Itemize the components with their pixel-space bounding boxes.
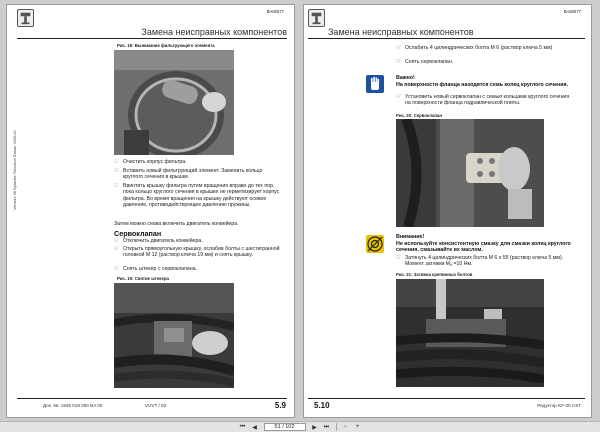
- hand-pointer-icon: ☞: [396, 255, 402, 261]
- header-title: Замена неисправных компонентов: [328, 27, 474, 37]
- figure-21-photo: [396, 279, 544, 387]
- list-item-text: Ввинтить крышку фильтра путем вращения вправо до тех пор, пока кольцо круглого сечения в крышке не герметизирует корпус фильтра. Во время вращения на крышку действуют осевое давление, противодействующее давлению пружины.: [123, 183, 280, 208]
- after-text: Затем можно снова включить двигатель конвейера.: [114, 221, 239, 227]
- header-title: Замена неисправных компонентов: [141, 27, 287, 37]
- doc-number: BA82577: [266, 9, 284, 14]
- figure-19-caption: Рис. 19: Снятие штекера: [117, 276, 169, 281]
- toolbar-divider: [336, 423, 337, 431]
- attention-text: Не используйте консистентную смазку для смазки колец круглого сечения, смазывайте их маслом.: [396, 241, 571, 254]
- list-item: [114, 159, 284, 165]
- zoom-in-button[interactable]: +: [355, 424, 360, 430]
- list-item: [114, 246, 284, 259]
- page-header: [37, 25, 287, 37]
- list-item-text: Открыть прямоугольную крышку, ослабив болты с шестигранной головкой M 12 (раствор ключа 19 мм) и снять крышку.: [123, 246, 280, 259]
- list-item-text: Очистить корпус фильтра.: [123, 159, 187, 165]
- header-rule: [308, 38, 585, 39]
- list-item-text: Вставить новый фильтрующий элемент. Заменить кольцо круглого сечения в крышке.: [123, 168, 263, 181]
- next-page-button[interactable]: ▶: [312, 424, 317, 431]
- figure-20-caption: Рис. 20: Сервоклапан: [396, 113, 442, 118]
- attention-title: Внимание!: [396, 234, 425, 240]
- hand-pointer-icon: ☞: [114, 183, 120, 189]
- hand-stop-icon: [366, 75, 384, 93]
- list-item: [396, 45, 576, 51]
- hand-pointer-icon: ☞: [114, 238, 120, 244]
- doc-number: BA82577: [563, 9, 581, 14]
- list-item-text: Установить новый сервоклапан с семью кольцами круглого сечения на поверхности фланца гидравлической плиты.: [405, 94, 570, 107]
- eickhoff-logo: [308, 9, 325, 27]
- footer-product: Редуктор KF-30 CST: [537, 403, 581, 408]
- hand-pointer-icon: ☞: [114, 168, 120, 174]
- important-text: На поверхности фланца находятся семь колец круглого сечения.: [396, 82, 569, 88]
- hand-pointer-icon: ☞: [396, 94, 402, 100]
- list-item: [114, 168, 284, 181]
- page-right: [303, 4, 592, 418]
- hand-pointer-icon: ☞: [114, 246, 120, 252]
- zoom-out-button[interactable]: −: [343, 424, 348, 430]
- list-item: [396, 59, 576, 65]
- last-page-button[interactable]: ⏭: [323, 423, 330, 430]
- page-number: 5.10: [314, 401, 330, 410]
- figure-18-photo: [114, 50, 234, 155]
- list-item: [114, 238, 284, 244]
- list-item: [396, 94, 576, 107]
- oil-drop-icon: [366, 235, 384, 253]
- first-page-button[interactable]: ⏮: [239, 423, 246, 430]
- hand-pointer-icon: ☞: [396, 59, 402, 65]
- footer-version: VUVT / 03: [145, 403, 167, 408]
- list-item: [396, 255, 576, 268]
- page-number-input[interactable]: 51 / 102: [264, 423, 306, 431]
- footer-rule: [308, 398, 585, 399]
- hand-pointer-icon: ☞: [114, 159, 120, 165]
- page-left: [6, 4, 295, 418]
- list-item-text: Снять штекер с сервоклапана.: [123, 266, 197, 272]
- important-title: Важно!: [396, 75, 415, 81]
- figure-21-caption: Рис. 21: Затяжка крепежных болтов: [396, 272, 473, 277]
- list-item: [114, 266, 284, 272]
- footer-doc-number: Док. №: 1949 019 000 BA 00: [43, 403, 103, 408]
- list-item: [114, 183, 284, 208]
- side-note: Version: 06 Sprache: Russisch Datum: 2006-01: [13, 130, 17, 210]
- header-rule: [17, 38, 287, 39]
- figure-19-photo: [114, 283, 234, 388]
- page-header: [328, 25, 528, 37]
- list-item-text: Ослабить 4 цилиндрических болта M 6 (раствор ключа 5 мм): [405, 45, 553, 51]
- page-navigation-toolbar: [0, 421, 600, 432]
- previous-page-button[interactable]: ◀: [252, 424, 257, 431]
- footer-rule: [17, 398, 287, 399]
- list-item-text: Отключить двигатель конвейера.: [123, 238, 203, 244]
- section-title: Сервоклапан: [114, 229, 162, 238]
- figure-18-caption: Рис. 18: Вынимание фильтрующего элемента: [117, 43, 215, 48]
- list-item-text: Снять сервоклапан.: [405, 59, 454, 65]
- page-number: 5.9: [274, 401, 286, 410]
- hand-pointer-icon: ☞: [114, 266, 120, 272]
- eickhoff-logo: [17, 9, 34, 27]
- figure-20-photo: [396, 119, 544, 227]
- list-item-text: Затянуть 4 цилиндрических болта M 6 x 55 (раствор ключа 5 мм). Момент затяжки Mₐ =10 Нм.: [405, 255, 564, 268]
- hand-pointer-icon: ☞: [396, 45, 402, 51]
